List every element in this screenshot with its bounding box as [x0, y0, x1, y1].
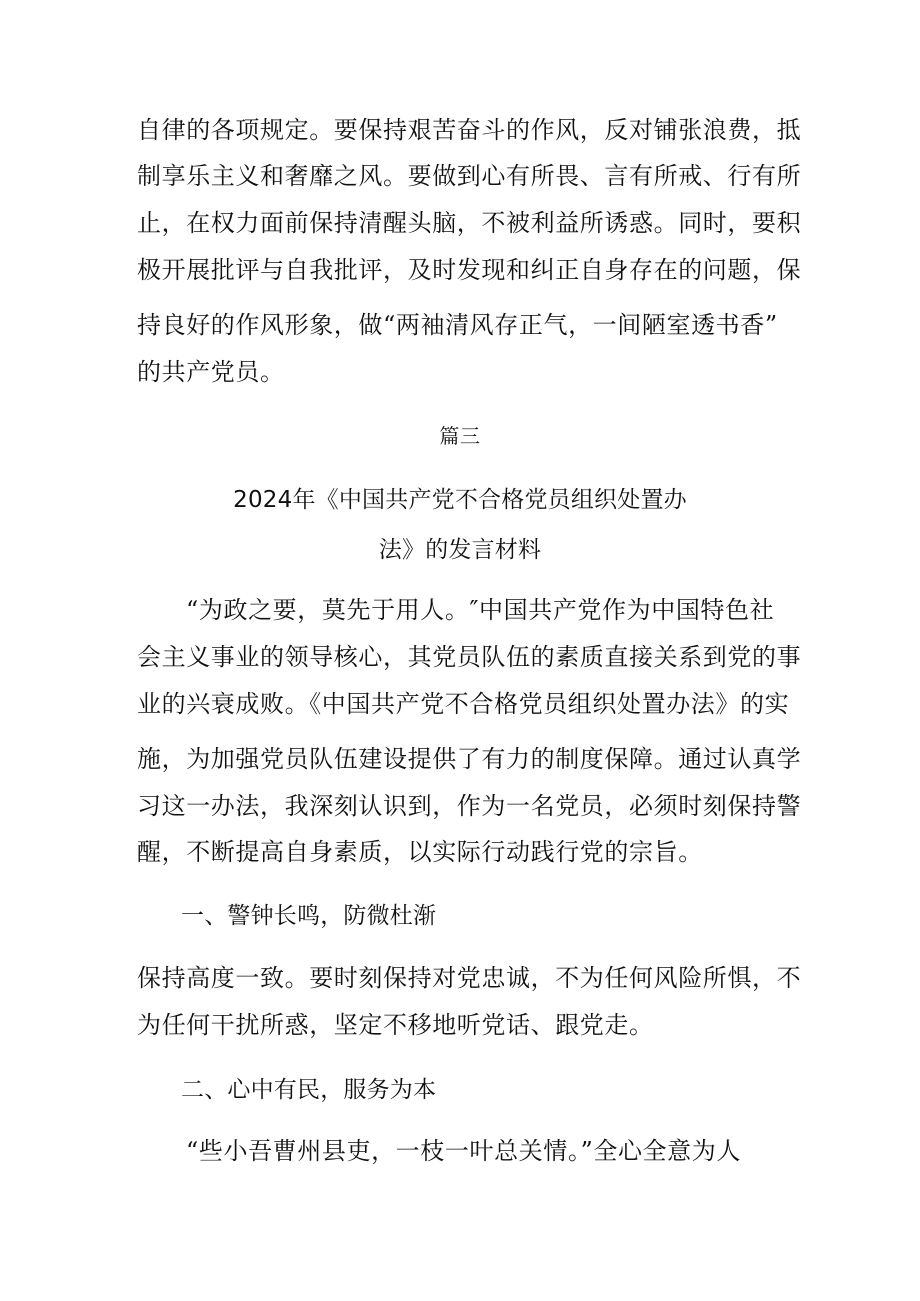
- text-line: 的共产党员。: [137, 358, 285, 386]
- text-line: 业的兴衰成败。《中国共产党不合格党员组织处置办法》的实: [137, 690, 790, 718]
- text-line: 会主义事业的领导核心，其党员队伍的素质直接关系到党的事: [137, 643, 802, 671]
- text-line: 止，在权力面前保持清醒头脑，不被利益所诱惑。同时，要积: [137, 209, 802, 237]
- text-line: 醒，不断提高自身素质，以实际行动践行党的宗旨。: [137, 838, 703, 866]
- section-heading-2: 二、心中有民，服务为本: [181, 1077, 437, 1103]
- text-line: 极开展批评与自我批评，及时发现和纠正自身存在的问题，保: [137, 256, 802, 284]
- text-line: 制享乐主义和奢靡之风。要做到心有所畏、言有所戒、行有所: [137, 162, 802, 190]
- text-line: 保持高度一致。要时刻保持对党忠诚，不为任何风险所惧，不: [137, 964, 802, 992]
- text-line: 施，为加强党员队伍建设提供了有力的制度保障。通过认真学: [137, 745, 802, 773]
- text-line: “些小吾曹州县吏，一枝一叶总关情。”全心全意为人: [186, 1137, 741, 1165]
- section-label: 篇三: [439, 424, 481, 448]
- text-line: 持良好的作风形象，做“两袖清风存正气，一间陋室透书香”: [137, 311, 778, 339]
- text-line: 为任何干扰所惑，坚定不移地听党话、跟党走。: [137, 1011, 654, 1039]
- text-line: “为政之要，莫先于用人。″中国共产党作为中国特色社: [186, 596, 775, 624]
- document-title-line-1: 2024年《中国共产党不合格党员组织处置办: [233, 487, 687, 513]
- section-heading-1: 一、警钟长鸣，防微杜渐: [181, 903, 437, 929]
- document-title-line-2: 法》的发言材料: [378, 537, 542, 563]
- text-line: 自律的各项规定。要保持艰苦奋斗的作风，反对铺张浪费，抵: [137, 116, 802, 144]
- text-line: 习这一办法，我深刻认识到，作为一名党员，必须时刻保持警: [137, 792, 802, 820]
